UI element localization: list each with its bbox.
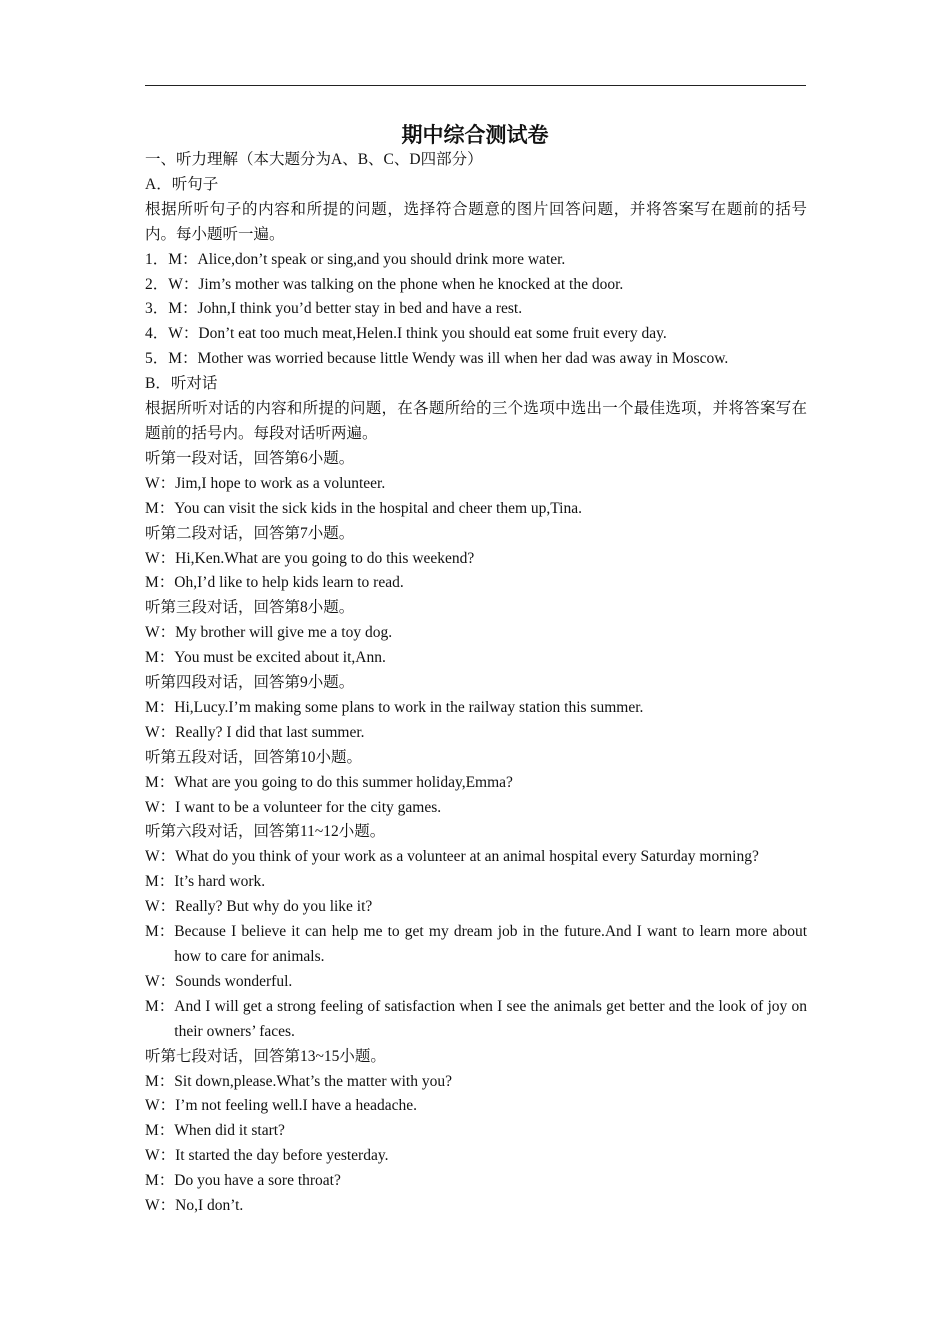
speaker-label: M： — [145, 1122, 175, 1140]
dialogue-line — [145, 696, 807, 721]
speaker-label: M： — [145, 873, 175, 891]
header-rule — [145, 85, 806, 86]
instruction-paragraph: 根据所听句子的内容和所提的问题，选择符合题意的图片回答问题，并将答案写在题前的括号内。每小题听一遍。 — [145, 200, 807, 243]
dialogue-line — [145, 472, 807, 497]
dialogue-line — [145, 845, 807, 870]
dialogue-text: It’s hard work. — [174, 873, 266, 891]
dialogue-line — [145, 970, 807, 995]
speaker-label: M： — [145, 1172, 175, 1190]
text-line: B．听对话 — [145, 375, 218, 393]
dialogue-line — [145, 646, 807, 671]
speaker-label: W： — [145, 1097, 176, 1115]
speaker-label: W： — [145, 1197, 176, 1215]
text-line: 听第七段对话，回答第13~15小题。 — [145, 1047, 386, 1065]
dialogue-text: Really? I did that last summer. — [175, 723, 365, 741]
dialogue-text: Oh,I’d like to help kids learn to read. — [174, 574, 404, 592]
page-title: 期中综合测试卷 — [401, 123, 549, 147]
dialogue-line — [145, 721, 807, 746]
text-line: 听第二段对话，回答第7小题。 — [145, 524, 355, 542]
dialogue-line — [145, 995, 807, 1045]
dialogue-line — [145, 796, 807, 821]
speaker-label: W： — [145, 898, 176, 916]
speaker-label: W： — [145, 474, 176, 492]
speaker-label: M： — [145, 1072, 175, 1090]
dialogue-text: You can visit the sick kids in the hospital and cheer them up,Tina. — [174, 499, 582, 517]
text-line: 听第一段对话，回答第6小题。 — [145, 449, 355, 467]
text-line: 听第三段对话，回答第8小题。 — [145, 599, 355, 617]
dialogue-line — [145, 621, 807, 646]
dialogue-line — [145, 870, 807, 895]
speaker-label: W： — [145, 624, 176, 642]
dialogue-text: Sounds wonderful. — [175, 972, 293, 990]
dialogue-text: When did it start? — [174, 1122, 285, 1140]
dialogue-text: No,I don’t. — [175, 1197, 244, 1215]
speaker-label: W： — [145, 1147, 176, 1165]
dialogue-text: What are you going to do this summer holiday,Emma? — [174, 773, 513, 791]
speaker-label: W： — [145, 848, 176, 866]
text-line: 一、听力理解（本大题分为A、B、C、D四部分） — [145, 151, 483, 168]
dialogue-text: Sit down,please.What’s the matter with you? — [174, 1072, 452, 1090]
text-line: 1．M：Alice,don’t speak or sing,and you should drink more water. — [145, 250, 566, 268]
dialogue-text: It started the day before yesterday. — [175, 1147, 389, 1165]
dialogue-text: And I will get a strong feeling of satisfaction when I see the animals get better and the look of joy on their owners’ faces. — [174, 997, 807, 1040]
speaker-label: M： — [145, 698, 175, 716]
dialogue-line — [145, 895, 807, 920]
speaker-label: W： — [145, 798, 176, 816]
dialogue-line — [145, 1144, 807, 1169]
speaker-label: M： — [145, 499, 175, 517]
speaker-label: M： — [145, 773, 175, 791]
dialogue-text: Hi,Lucy.I’m making some plans to work in the railway station this summer. — [174, 698, 644, 716]
dialogue-line — [145, 571, 807, 596]
dialogue-text: I want to be a volunteer for the city games. — [175, 798, 442, 816]
dialogue-line — [145, 1094, 807, 1119]
dialogue-line — [145, 1119, 807, 1144]
text-line: 5．M：Mother was worried because little Wendy was ill when her dad was away in Moscow. — [145, 350, 729, 368]
speaker-label: M： — [145, 574, 175, 592]
dialogue-line — [145, 547, 807, 572]
dialogue-text: Because I believe it can help me to get my dream job in the future.And I want to learn more about how to care for animals. — [174, 923, 807, 965]
document-body — [145, 148, 807, 1219]
speaker-label: M： — [145, 923, 175, 941]
dialogue-text: Do you have a sore throat? — [174, 1172, 341, 1190]
text-line: 听第六段对话，回答第11~12小题。 — [145, 823, 386, 841]
dialogue-line — [145, 1070, 807, 1095]
dialogue-line — [145, 1169, 807, 1194]
speaker-label: W： — [145, 549, 176, 567]
dialogue-line — [145, 920, 807, 970]
dialogue-text: I’m not feeling well.I have a headache. — [175, 1097, 417, 1115]
text-line: 2．W：Jim’s mother was talking on the phone when he knocked at the door. — [145, 275, 624, 293]
dialogue-text: Really? But why do you like it? — [175, 898, 373, 916]
speaker-label: W： — [145, 972, 176, 990]
dialogue-text: What do you think of your work as a volunteer at an animal hospital every Saturday morning? — [175, 848, 759, 866]
speaker-label: W： — [145, 723, 176, 741]
dialogue-line — [145, 1194, 807, 1219]
instruction-paragraph: 根据所听对话的内容和所提的问题，在各题所给的三个选项中选出一个最佳选项，并将答案写在题前的括号内。每段对话听两遍。 — [145, 400, 807, 442]
speaker-label: M： — [145, 649, 175, 667]
dialogue-text: Jim,I hope to work as a volunteer. — [175, 474, 386, 492]
text-line: 听第四段对话，回答第9小题。 — [145, 674, 355, 692]
text-line: A．听句子 — [145, 175, 219, 193]
speaker-label: M： — [145, 997, 175, 1015]
text-line: 4．W：Don’t eat too much meat,Helen.I think you should eat some fruit every day. — [145, 325, 667, 343]
dialogue-line — [145, 771, 807, 796]
dialogue-line — [145, 497, 807, 522]
dialogue-text: You must be excited about it,Ann. — [174, 649, 386, 667]
text-line: 3．M：John,I think you’d better stay in bed and have a rest. — [145, 300, 523, 318]
dialogue-text: Hi,Ken.What are you going to do this weekend? — [175, 549, 475, 567]
dialogue-text: My brother will give me a toy dog. — [175, 624, 393, 642]
text-line: 听第五段对话，回答第10小题。 — [145, 748, 363, 766]
